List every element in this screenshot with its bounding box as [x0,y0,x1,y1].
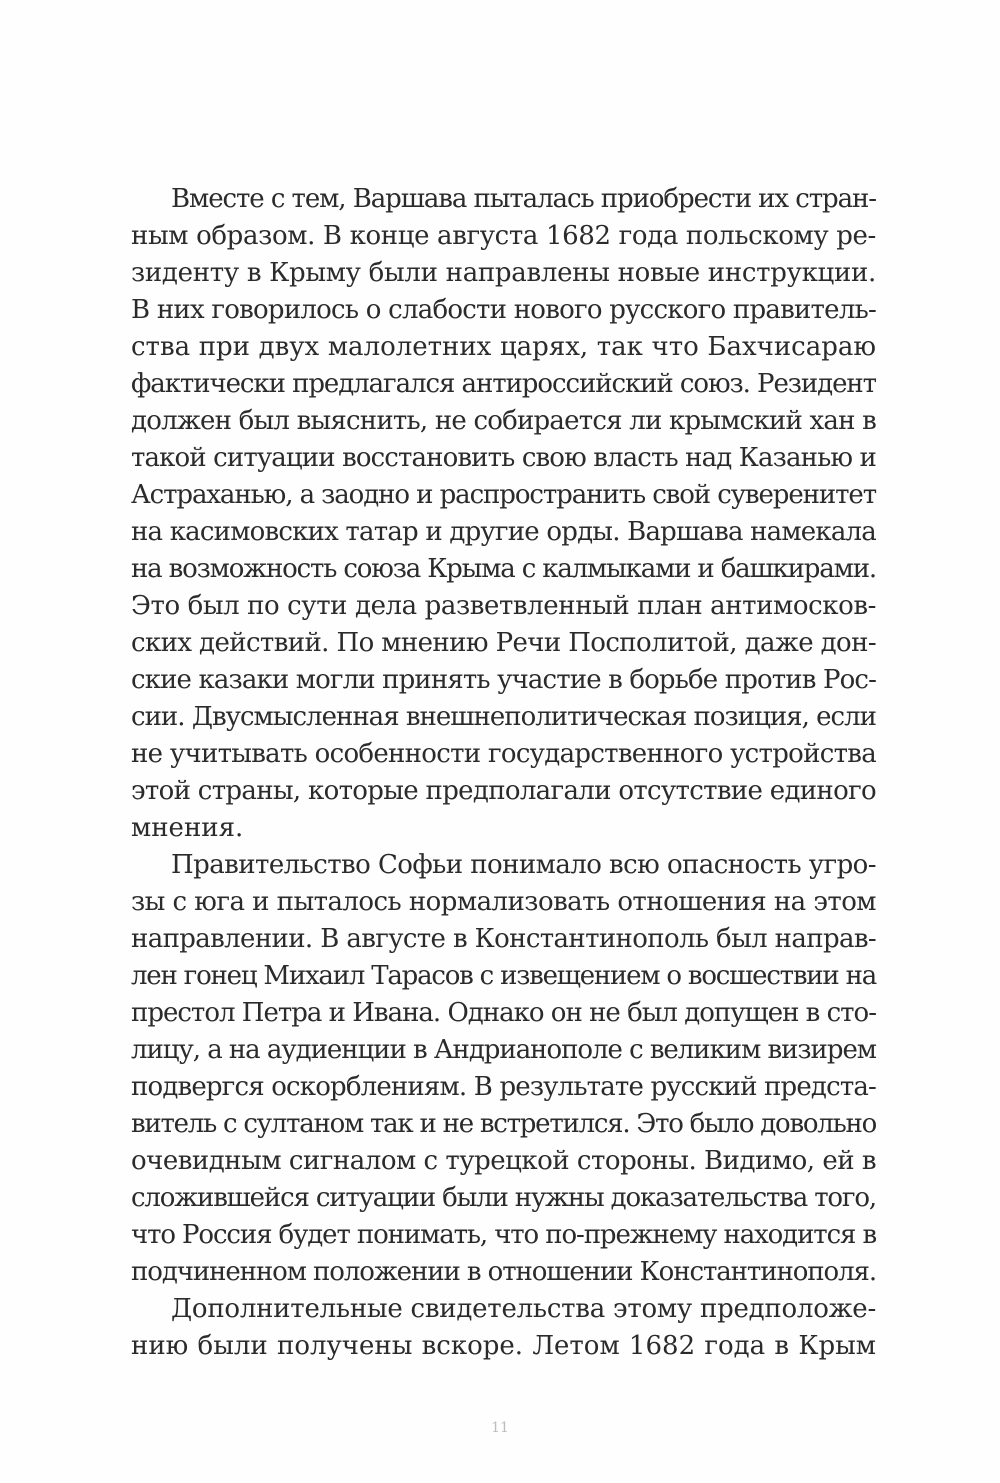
text-line: этой страны, которые предполагали отсутствие единого [131,776,876,806]
text-line: зиденту в Крыму были направлены новые инструкции. [131,258,877,288]
text-line: Вместе с тем, Варшава пыталась приобрести их стран- [171,184,876,214]
text-line: престол Петра и Ивана. Однако он не был допущен в сто- [131,998,876,1028]
text-line: нию были получены вскоре. Летом 1682 года в Крым [131,1331,876,1361]
text-line: Это был по сути дела разветвленный план антимосков- [131,591,876,621]
text-line: что Россия будет понимать, что по-прежнему находится в [131,1220,876,1250]
text-line: Дополнительные свидетельства этому предположе- [171,1294,877,1324]
text-line: ские казаки могли принять участие в борьбе против Рос- [131,665,876,695]
text-line: подчиненном положении в отношении Константинополя. [131,1257,877,1287]
text-line: лен гонец Михаил Тарасов с извещением о восшествии на [131,961,877,991]
text-line: не учитывать особенности государственного устройства [131,739,876,769]
text-line: на возможность союза Крыма с калмыками и башкирами. [131,554,876,584]
paragraph [131,847,876,1291]
text-line: сложившейся ситуации были нужны доказательства того, [131,1183,876,1213]
text-line: должен был выяснить, не собирается ли крымский хан в [131,406,876,436]
paragraph [131,1291,876,1365]
body-text [131,181,876,1365]
paragraph [131,181,876,847]
text-line: зы с юга и пыталось нормализовать отношения на этом [131,887,876,917]
text-line: Правительство Софьи понимало всю опасность угро- [171,850,876,880]
text-line: подвергся оскорблениям. В результате русский предста- [131,1072,877,1102]
text-line: фактически предлагался антироссийский союз. Резидент [131,369,876,399]
page-number: 11 [491,1420,509,1436]
text-line: Астраханью, а заодно и распространить свой суверенитет [131,480,877,510]
text-line: ным образом. В конце августа 1682 года польскому ре- [131,221,876,251]
text-line: сии. Двусмысленная внешнеполитическая позиция, если [131,702,877,732]
text-line: лицу, а на аудиенции в Андрианополе с великим визирем [131,1035,876,1065]
text-line: направлении. В августе в Константинополь был направ- [131,924,876,954]
text-line: В них говорилось о слабости нового русского правитель- [131,295,876,325]
text-line: витель с султаном так и не встретился. Это было довольно [131,1109,877,1139]
text-line: такой ситуации восстановить свою власть над Казанью и [131,443,876,473]
text-line: ства при двух малолетних царях, так что Бахчисараю [131,332,876,362]
text-line: очевидным сигналом с турецкой стороны. Видимо, ей в [131,1146,876,1176]
text-line: ских действий. По мнению Речи Посполитой, даже дон- [131,628,876,658]
text-line: мнения. [131,813,244,843]
text-line: на касимовских татар и другие орды. Варшава намекала [131,517,876,547]
